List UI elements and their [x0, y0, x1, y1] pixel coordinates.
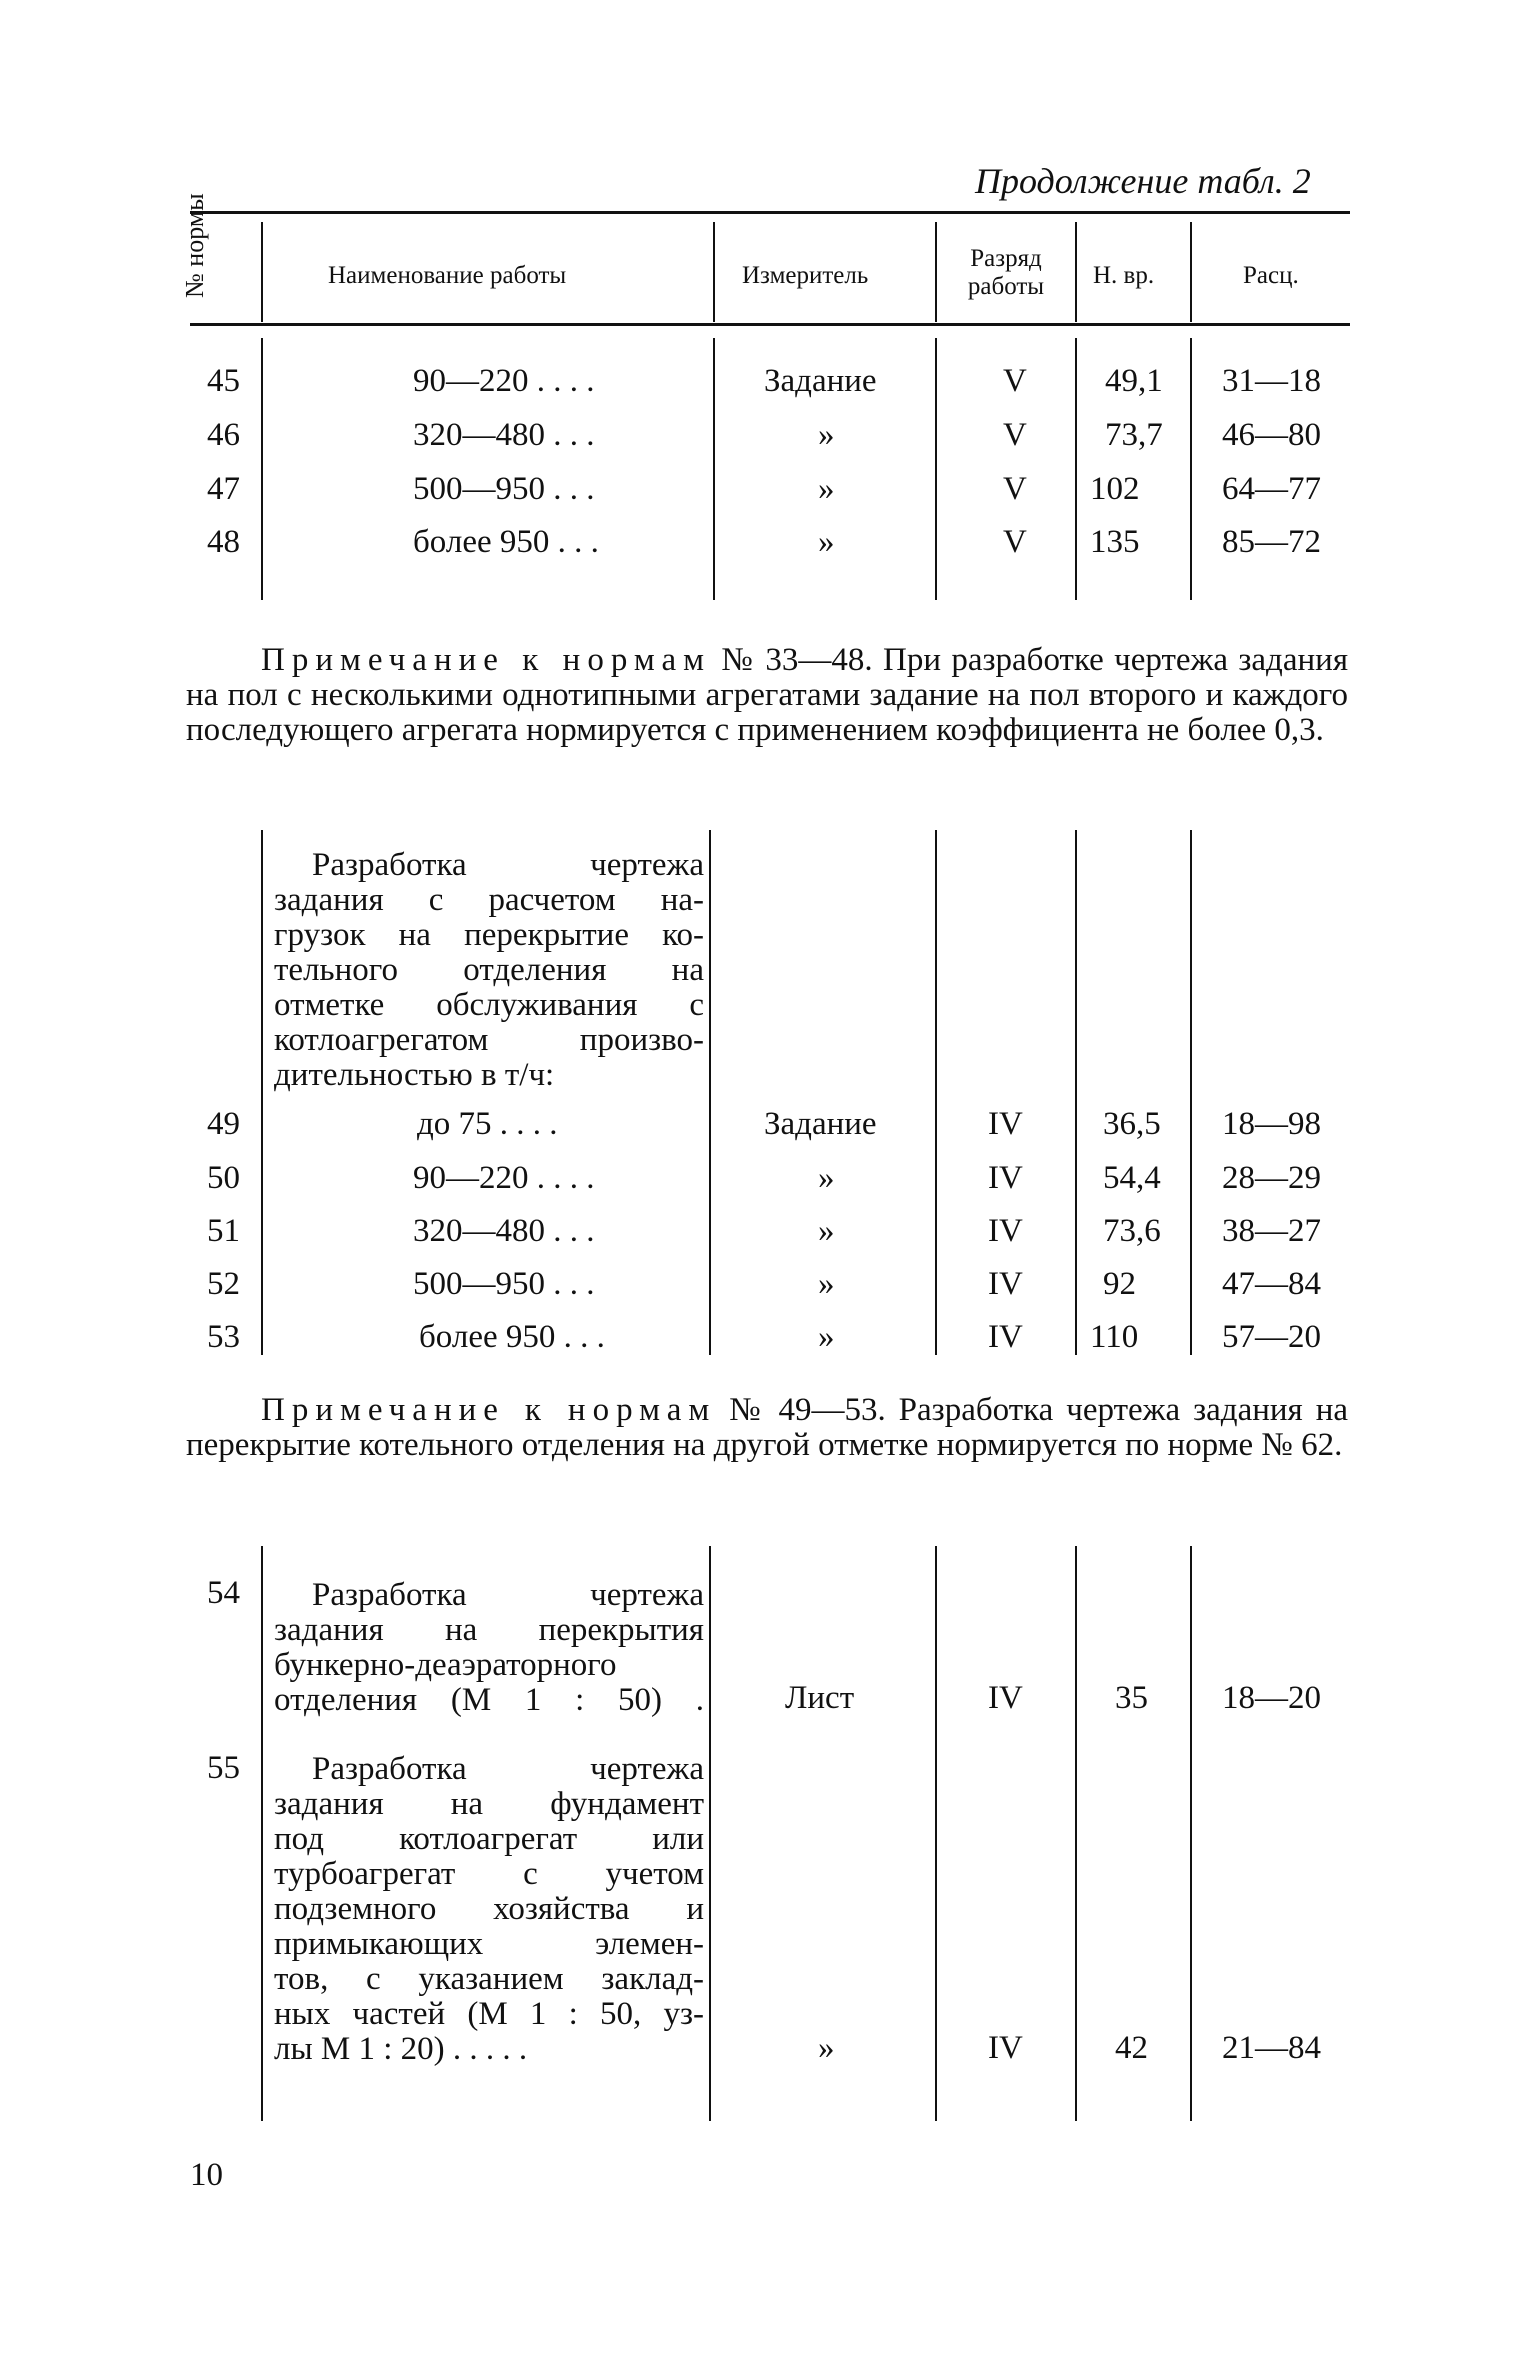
note-norms-49-53: [186, 1393, 1348, 1463]
block2-divider: [709, 830, 711, 1355]
row-time: 35: [1115, 1680, 1148, 1716]
note-norms-33-48: [186, 643, 1348, 748]
row-grade: IV: [988, 1106, 1023, 1142]
row-rate: 46—80: [1222, 417, 1321, 453]
col-header-num: № нормы: [180, 193, 209, 298]
block1-divider: [713, 338, 715, 600]
row-rate: 85—72: [1222, 524, 1321, 560]
desc-line: отметке обслуживания с: [274, 987, 704, 1023]
row-name: более 950 . . .: [413, 524, 599, 560]
block2-divider: [1075, 830, 1077, 1355]
desc-line: ных частей (М 1 : 50, уз-: [274, 1996, 704, 2032]
desc-line: задания на фундамент: [274, 1786, 704, 1822]
table-header-rule: [190, 323, 1350, 326]
row-unit: »: [818, 1213, 835, 1249]
note-text: № 33—48. При разработке чертежа задания на пол с несколькими однотипными агрегатами задание на пол второго и каждого последующего агрегата нормируется с применением коэффициента не более 0,3.: [186, 642, 1348, 748]
desc-line: лы М 1 : 20) . . . . .: [274, 2031, 528, 2067]
col-header-rate: Расц.: [1243, 262, 1299, 289]
desc-line: дительностью в т/ч:: [274, 1057, 555, 1093]
page-number: 10: [190, 2157, 223, 2193]
block3-divider: [1190, 1546, 1192, 2121]
block3-divider: [935, 1546, 937, 2121]
row-time: 73,6: [1103, 1213, 1161, 1249]
row-grade: IV: [988, 2030, 1023, 2066]
row-number: 55: [207, 1750, 240, 1786]
row-time: 36,5: [1103, 1106, 1161, 1142]
block3-divider: [709, 1546, 711, 2121]
row-rate: 18—20: [1222, 1680, 1321, 1716]
note-text: № 49—53. Разработка чертежа задания на перекрытие котельного отделения на другой отметке нормируется по норме № 62.: [186, 1392, 1349, 1463]
row-time: 135: [1090, 524, 1140, 560]
block3-divider: [1075, 1546, 1077, 2121]
desc-line: котлоагрегатом произво-: [274, 1022, 704, 1058]
block2-divider: [261, 830, 263, 1355]
row-name: 500—950 . . .: [413, 471, 595, 507]
row-number: 53: [207, 1319, 240, 1355]
desc-line: бункерно-деаэраторного: [274, 1647, 617, 1683]
row-grade: IV: [988, 1213, 1023, 1249]
row-time: 102: [1090, 471, 1140, 507]
row-unit: »: [818, 417, 835, 453]
col-header-grade: Разряд работы: [967, 245, 1045, 300]
col-header-unit: Измеритель: [742, 262, 869, 289]
desc-line: турбоагрегат с учетом: [274, 1856, 704, 1892]
note-lead: Примечание к нормам: [261, 1392, 717, 1428]
row-number: 48: [207, 524, 240, 560]
row-unit: »: [818, 524, 835, 560]
desc-line: грузок на перекрытие ко-: [274, 917, 704, 953]
block2-description: [274, 848, 704, 1093]
block1-divider: [1075, 338, 1077, 600]
row-number: 52: [207, 1266, 240, 1302]
row-unit: »: [818, 1160, 835, 1196]
row-number: 47: [207, 471, 240, 507]
col-header-time: Н. вр.: [1093, 262, 1155, 289]
row-number: 49: [207, 1106, 240, 1142]
block2-divider: [935, 830, 937, 1355]
block2-divider: [1190, 830, 1192, 1355]
header-divider: [261, 222, 263, 322]
row-name: до 75 . . . .: [417, 1106, 558, 1142]
row-grade: V: [1003, 417, 1027, 453]
note-lead: Примечание к нормам: [261, 642, 712, 678]
desc-line: под котлоагрегат или: [274, 1821, 704, 1857]
row-rate: 57—20: [1222, 1319, 1321, 1355]
row-unit: »: [818, 471, 835, 507]
continuation-title: Продолжение табл. 2: [975, 161, 1311, 201]
row-grade: IV: [988, 1266, 1023, 1302]
header-divider: [1190, 222, 1192, 322]
desc-line: отделения (М 1 : 50) .: [274, 1682, 704, 1718]
row-rate: 31—18: [1222, 363, 1321, 399]
row-time: 73,7: [1105, 417, 1163, 453]
row-unit: »: [818, 1266, 835, 1302]
desc-line: Разработка чертежа: [312, 847, 704, 883]
desc-line: подземного хозяйства и: [274, 1891, 704, 1927]
row-rate: 18—98: [1222, 1106, 1321, 1142]
row-grade: IV: [988, 1319, 1023, 1355]
row-unit: »: [818, 1319, 835, 1355]
desc-line: задания с расчетом на-: [274, 882, 704, 918]
row-name: 500—950 . . .: [413, 1266, 595, 1302]
row-rate: 64—77: [1222, 471, 1321, 507]
row-grade: V: [1003, 524, 1027, 560]
row-name: 320—480 . . .: [413, 417, 595, 453]
block3-divider: [261, 1546, 263, 2121]
row-rate: 47—84: [1222, 1266, 1321, 1302]
table-top-rule: [190, 211, 1350, 214]
desc-line: тельного отделения на: [274, 952, 704, 988]
block1-divider: [935, 338, 937, 600]
row-number: 46: [207, 417, 240, 453]
desc-line: примыкающих элемен-: [274, 1926, 704, 1962]
row-rate: 21—84: [1222, 2030, 1321, 2066]
row-grade: IV: [988, 1160, 1023, 1196]
row-time: 54,4: [1103, 1160, 1161, 1196]
desc-line: Разработка чертежа: [312, 1751, 704, 1787]
row-name: более 950 . . .: [419, 1319, 605, 1355]
row-description: [274, 1578, 704, 1718]
block1-divider: [261, 338, 263, 600]
row-unit: Задание: [764, 363, 877, 399]
desc-line: Разработка чертежа: [312, 1577, 704, 1613]
row-grade: IV: [988, 1680, 1023, 1716]
row-name: 320—480 . . .: [413, 1213, 595, 1249]
row-time: 92: [1103, 1266, 1136, 1302]
row-number: 45: [207, 363, 240, 399]
row-number: 51: [207, 1213, 240, 1249]
row-rate: 38—27: [1222, 1213, 1321, 1249]
col-header-name: Наименование работы: [328, 262, 567, 289]
block1-divider: [1190, 338, 1192, 600]
row-time: 110: [1090, 1319, 1139, 1355]
row-description: [274, 1752, 704, 2067]
header-divider: [1075, 222, 1077, 322]
row-name: 90—220 . . . .: [413, 363, 595, 399]
row-number: 50: [207, 1160, 240, 1196]
row-unit: Задание: [764, 1106, 877, 1142]
row-number: 54: [207, 1575, 240, 1611]
row-time: 42: [1115, 2030, 1148, 2066]
desc-line: задания на перекрытия: [274, 1612, 704, 1648]
desc-line: тов, с указанием заклад-: [274, 1961, 704, 1997]
row-grade: V: [1003, 363, 1027, 399]
row-grade: V: [1003, 471, 1027, 507]
row-name: 90—220 . . . .: [413, 1160, 595, 1196]
header-divider: [935, 222, 937, 322]
row-unit: »: [818, 2030, 835, 2066]
header-divider: [713, 222, 715, 322]
row-time: 49,1: [1105, 363, 1163, 399]
row-rate: 28—29: [1222, 1160, 1321, 1196]
row-unit: Лист: [785, 1680, 855, 1716]
